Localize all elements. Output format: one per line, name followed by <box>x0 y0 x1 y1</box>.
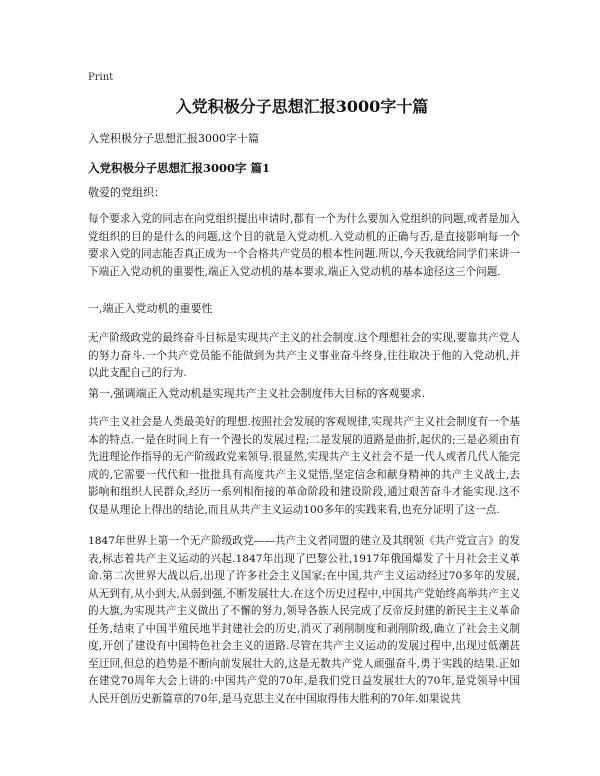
paragraph-communist-society: 共产主义社会是人类最美好的理想.按照社会发展的客观规律,实现共产主义社会制度有一个基本的特点.一是在时间上有一个漫长的发展过程;二是发展的道路是曲折,起伏的;三是必须由有先进理论作指导的无产阶级政党来领导.很显然,实现共产主义社会不是一代人或者几代人能完成的,它需要一代代和一批批具有高度共产主义觉悟,坚定信念和献身精神的共产主义战士,去影响和组织人民群众,经历一系列相衔接的革命阶段和建设阶段,通过艰苦奋斗才能实现.这不仅是从理论上得出的结论,而且从共产主义运动100多年的实践来看,也充分证明了这一点. <box>88 416 520 516</box>
paragraph-goal: 无产阶级政党的最终奋斗目标是实现共产主义的社会制度.这个理想社会的实现,要靠共产党人的努力奋斗.一个共产党员能不能做到为共产主义事业奋斗终身,往往取决于他的入党动机,并以此支配自己的行为. <box>88 332 520 379</box>
paragraph-intro: 每个要求入党的同志在向党组织提出申请时,都有一个为什么要加入党组织的问题,或者是加入党组织的目的是什么的问题,这个目的就是入党动机.入党动机的正确与否,是直接影响每一个要求入党的同志能否真正成为一个合格共产党员的根本性问题.所以,今天我就给同学们来讲一下端正入党动机的重要性,端正入党动机的基本要求,端正入党动机的基本途径这三个问题. <box>88 213 520 278</box>
paragraph-history: 1847年世界上第一个无产阶级政党——共产主义者同盟的建立及其纲领《共产党宣言》的发表,标志着共产主义运动的兴起.1847年出现了巴黎公社,1917年俄国爆发了十月社会主义革命.第二次世界大战以后,出现了许多社会主义国家;在中国,共产主义运动经过70多年的发展,从无到有,从小到大,从弱到强,不断发展壮大.在这个历史过程中,中国共产党始终高举共产主义的大旗,为实现共产主义做出了不懈的努力,领导各族人民完成了反帝反封建的新民主主义革命任务,结束了中国半殖民地半封建社会的历史,消灭了剥削制度和剥削阶级,确立了社会主义制度,开创了建设有中国特色社会主义的道路.尽管在共产主义运动的发展过程中,出现过低潮甚至迂回,但总的趋势是不断向前发展壮大的,这是无数共产党人顽强奋斗,勇于实践的结果.正如在建党70周年大会上讲的:中国共产党的70年,是我们党日益发展壮大的70年,是党领导中国人民开创历史新篇章的70年,是马克思主义在中国取得伟大胜利的70年.如果说共 <box>88 535 520 705</box>
document-subtitle: 入党积极分子思想汇报3000字十篇 <box>88 132 259 145</box>
heading-first-point: 第一,强调端正入党动机是实现共产主义社会制度伟大目标的客观要求. <box>88 387 425 400</box>
document-page <box>88 0 520 776</box>
section-heading: 入党积极分子思想汇报3000字 篇1 <box>88 161 271 175</box>
page-title: 入党积极分子思想汇报3000字十篇 <box>175 97 429 116</box>
salutation: 敬爱的党组织： <box>88 186 165 199</box>
print-label: Print <box>88 72 114 83</box>
heading-importance: 一,端正入党动机的重要性 <box>88 302 213 315</box>
